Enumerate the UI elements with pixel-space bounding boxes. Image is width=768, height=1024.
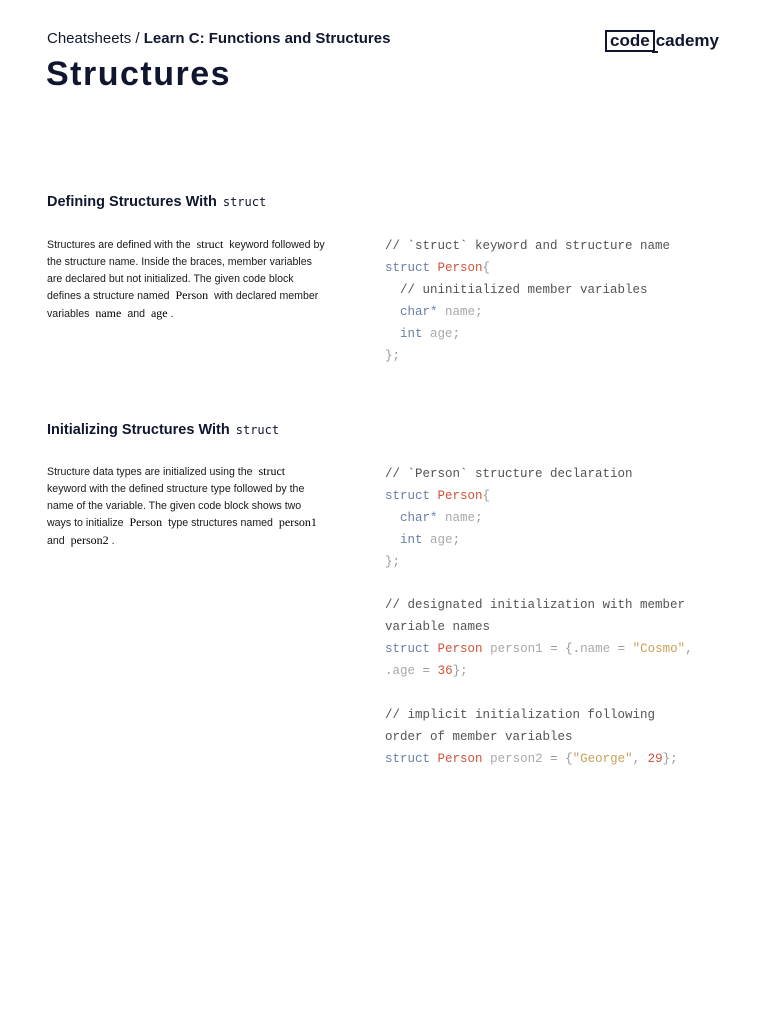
code-line: struct Person person2 = {"George", 29}; <box>385 751 678 766</box>
inline-code: Person <box>175 288 209 303</box>
page-title: Structures <box>46 55 232 93</box>
code-line: int age; <box>400 326 461 341</box>
code-line: order of member variables <box>385 729 573 744</box>
code-block-defining <box>385 236 670 367</box>
code-line: char* name; <box>400 304 483 319</box>
section-heading-keyword: struct <box>235 423 280 437</box>
desc-text: Structures are defined with the <box>47 239 191 251</box>
desc-text: Structure data types are initialized using the <box>47 466 253 478</box>
section-heading-initializing <box>47 422 279 438</box>
codecademy-logo[interactable] <box>605 29 719 53</box>
desc-text: . <box>111 535 115 548</box>
code-line: char* name; <box>400 510 483 525</box>
inline-code: struct <box>196 237 224 251</box>
logo-code-box: code <box>605 30 655 52</box>
breadcrumb-current-link[interactable]: Learn C: Functions and Structures <box>143 30 391 47</box>
desc-text: . <box>170 308 174 321</box>
code-line: int age; <box>400 532 461 547</box>
breadcrumb <box>47 30 390 48</box>
breadcrumb-separator: / <box>135 30 140 47</box>
code-line: }; <box>385 554 401 569</box>
inline-code: name <box>95 306 122 321</box>
code-line: .age = 36}; <box>385 664 468 679</box>
section-heading-text: Initializing Structures With <box>47 422 230 438</box>
section-heading-defining <box>47 194 266 210</box>
section-heading-keyword: struct <box>222 195 267 209</box>
desc-text: and <box>47 535 65 548</box>
logo-cademy-text: cademy <box>655 31 720 50</box>
desc-text: keyword with the defined structure type followed by the name of the variable. The given code block shows two ways to initialize <box>47 482 305 530</box>
section-description-defining <box>47 236 327 323</box>
code-line: struct Person person1 = {.name = "Cosmo", <box>385 642 693 657</box>
code-line: // uninitialized member variables <box>385 282 648 297</box>
breadcrumb-root-link[interactable]: Cheatsheets <box>47 30 132 47</box>
desc-text: with declared member variables <box>47 290 319 321</box>
inline-code: age <box>150 306 168 321</box>
desc-text: type structures named <box>168 517 273 530</box>
desc-text: keyword followed by the structure name. Inside the braces, member variables are declared but not initialized. The given code block defines a structure named <box>47 239 325 303</box>
code-line: // `struct` keyword and structure name <box>385 239 671 253</box>
code-line: // designated initialization with member <box>385 598 686 613</box>
code-line: }; <box>385 348 401 363</box>
code-block-initializing <box>385 464 693 771</box>
inline-code: Person <box>129 515 163 530</box>
inline-code: struct <box>258 464 286 478</box>
section-description-initializing <box>47 463 327 550</box>
code-line: variable names <box>385 620 491 635</box>
section-heading-text: Defining Structures With <box>47 194 217 210</box>
inline-code: person2 <box>70 533 109 548</box>
desc-text: and <box>127 308 145 321</box>
code-line: struct Person{ <box>385 260 491 275</box>
code-line: // implicit initialization following <box>385 707 656 722</box>
inline-code: person1 <box>278 515 317 530</box>
code-line: // `Person` structure declaration <box>385 467 633 481</box>
code-line: struct Person{ <box>385 488 491 503</box>
